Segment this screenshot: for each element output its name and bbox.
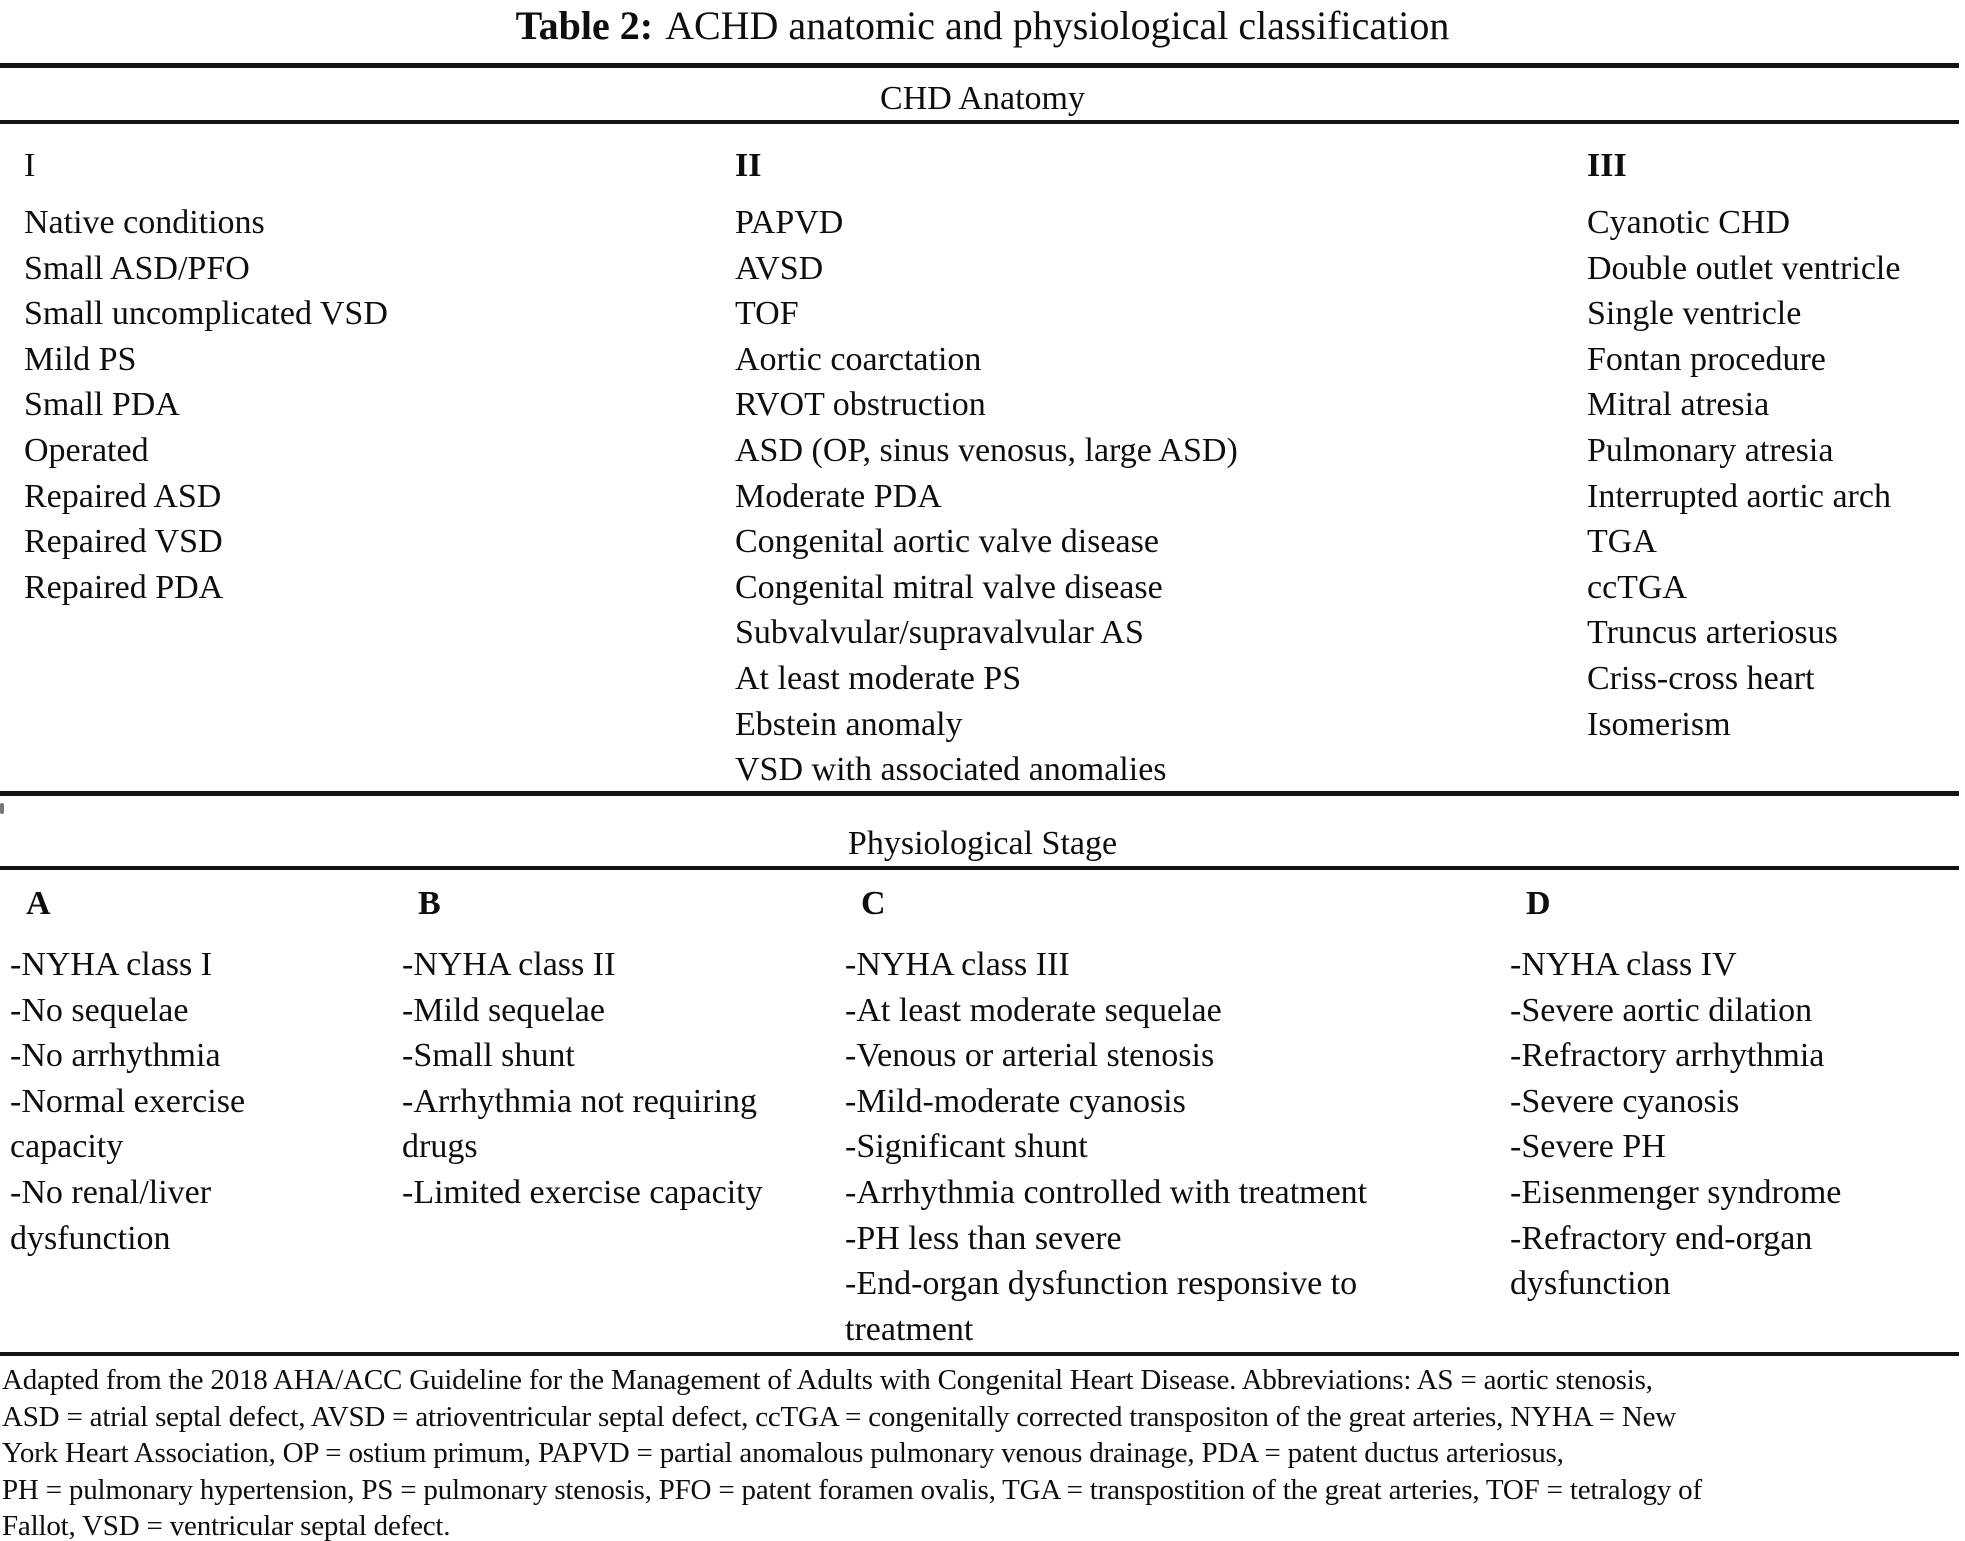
rule-below-anatomy-title [0,120,1959,124]
physiology-line: -No renal/liver [10,1173,212,1211]
table-title-text: ACHD anatomic and physiological classification [665,3,1450,48]
anatomy-item: VSD with associated anomalies [735,751,1167,789]
anatomy-item: Congenital aortic valve disease [735,523,1159,561]
physiology-line: -NYHA class I [10,946,213,983]
anatomy-item: Pulmonary atresia [1587,431,1834,469]
anatomy-column-2 [735,143,1238,793]
anatomy-item: Repaired ASD [24,477,222,515]
anatomy-item: PAPVD [735,204,844,241]
physiology-line: -No arrhythmia [10,1037,221,1075]
rule-above-footnote [0,1352,1959,1356]
table-title-label: Table 2: [515,3,654,48]
physiology-line: drugs [402,1128,478,1166]
anatomy-column-3-header: III [1587,147,1627,184]
physiology-line: -Limited exercise capacity [402,1173,763,1211]
chd-anatomy-section-title: CHD Anatomy [880,80,1085,117]
anatomy-column-1 [24,143,388,610]
rule-below-anatomy [0,791,1959,796]
physiology-line: -NYHA class III [845,946,1070,983]
anatomy-item: Small PDA [24,386,180,424]
table-title [0,2,1965,50]
physiology-line: -Significant shunt [845,1128,1088,1166]
anatomy-item: Congenital mitral valve disease [735,568,1163,606]
rule-below-physiology-title [0,866,1959,870]
anatomy-item: TOF [735,295,799,333]
anatomy-item: Ebstein anomaly [735,705,963,743]
anatomy-item: Isomerism [1587,705,1731,743]
anatomy-item: Truncus arteriosus [1587,614,1838,652]
physiology-line: -Small shunt [402,1037,575,1075]
anatomy-item: Cyanotic CHD [1587,204,1791,241]
physiology-line: -NYHA class IV [1510,946,1737,983]
physiology-column-b-header: B [418,885,441,922]
footnote [2,1362,1965,1541]
anatomy-item: Double outlet ventricle [1587,249,1901,287]
rule-below-title [0,63,1959,68]
physiology-column-c [845,881,1367,1352]
anatomy-column-3 [1587,143,1900,747]
anatomy-item: At least moderate PS [735,659,1022,697]
physiology-line: -Arrhythmia not requiring [402,1082,758,1120]
scan-artifact [0,803,4,814]
anatomy-item: Single ventricle [1587,295,1802,333]
anatomy-item: Moderate PDA [735,477,942,515]
physiology-line: -Eisenmenger syndrome [1510,1173,1842,1211]
anatomy-item: AVSD [735,249,824,287]
physiology-line: dysfunction [10,1219,171,1257]
physiology-line: -NYHA class II [402,946,616,983]
physiology-line: -Refractory end-organ [1510,1219,1813,1257]
physiology-line: -Mild sequelae [402,991,605,1029]
physiology-line: -Arrhythmia controlled with treatment [845,1173,1368,1211]
physiology-column-d-header: D [1526,885,1551,922]
physiology-line: -Refractory arrhythmia [1510,1037,1825,1075]
anatomy-item: Repaired VSD [24,523,223,561]
footnote-line: York Heart Association, OP = ostium primum, PAPVD = partial anomalous pulmonary venous drainage, PDA = patent ductus arteriosus, [2,1437,1564,1470]
physiology-column-a [10,881,245,1261]
physiology-line: capacity [10,1128,124,1166]
physiology-line: -PH less than severe [845,1219,1122,1257]
anatomy-item: ccTGA [1587,568,1688,606]
physiology-column-c-header: C [861,885,886,922]
footnote-line: Adapted from the 2018 AHA/ACC Guideline for the Management of Adults with Congenital Heart Disease. Abbreviations: AS = aortic stenosis, [2,1364,1653,1396]
anatomy-item: TGA [1587,523,1657,561]
anatomy-item: Mitral atresia [1587,386,1770,424]
anatomy-item: Native conditions [24,204,265,241]
physiology-column-a-header: A [26,885,51,922]
anatomy-item: Subvalvular/supravalvular AS [735,614,1144,652]
physiology-column-b [402,881,763,1216]
physiology-line: -At least moderate sequelae [845,991,1222,1029]
footnote-line: PH = pulmonary hypertension, PS = pulmonary stenosis, PFO = patent foramen ovalis, TGA = transpostition of the great arteries, TOF = tetralogy of [2,1473,1702,1506]
anatomy-item: Small ASD/PFO [24,249,250,287]
anatomy-item: RVOT obstruction [735,386,986,424]
anatomy-column-1-header: I [24,147,36,184]
footnote-line: Fallot, VSD = ventricular septal defect. [2,1510,451,1541]
footnote-line: ASD = atrial septal defect, AVSD = atrioventricular septal defect, ccTGA = congenitally corrected transpositon of the great arteries, NYHA = New [2,1400,1677,1433]
physiology-line: treatment [845,1310,974,1348]
physiology-line: -Mild-moderate cyanosis [845,1082,1186,1120]
anatomy-item: Small uncomplicated VSD [24,295,388,333]
physiology-line: -End-organ dysfunction responsive to [845,1265,1358,1303]
anatomy-item: ASD (OP, sinus venosus, large ASD) [735,431,1238,469]
anatomy-item: Interrupted aortic arch [1587,477,1891,515]
anatomy-item: Operated [24,431,149,469]
physiology-column-d [1510,881,1841,1307]
physiology-line: -Severe cyanosis [1510,1082,1740,1120]
physiology-line: -Normal exercise [10,1082,246,1120]
physiology-line: -Severe aortic dilation [1510,991,1813,1029]
physiology-line: -No sequelae [10,991,189,1029]
anatomy-item: Criss-cross heart [1587,659,1815,697]
anatomy-item: Fontan procedure [1587,340,1826,378]
physiology-line: dysfunction [1510,1265,1671,1303]
physiology-line: -Severe PH [1510,1128,1666,1166]
physiological-stage-section-title: Physiological Stage [847,825,1118,862]
physiology-line: -Venous or arterial stenosis [845,1037,1215,1075]
anatomy-item: Repaired PDA [24,568,224,606]
anatomy-column-2-header: II [735,147,762,184]
anatomy-item: Aortic coarctation [735,340,982,378]
anatomy-item: Mild PS [24,340,137,378]
